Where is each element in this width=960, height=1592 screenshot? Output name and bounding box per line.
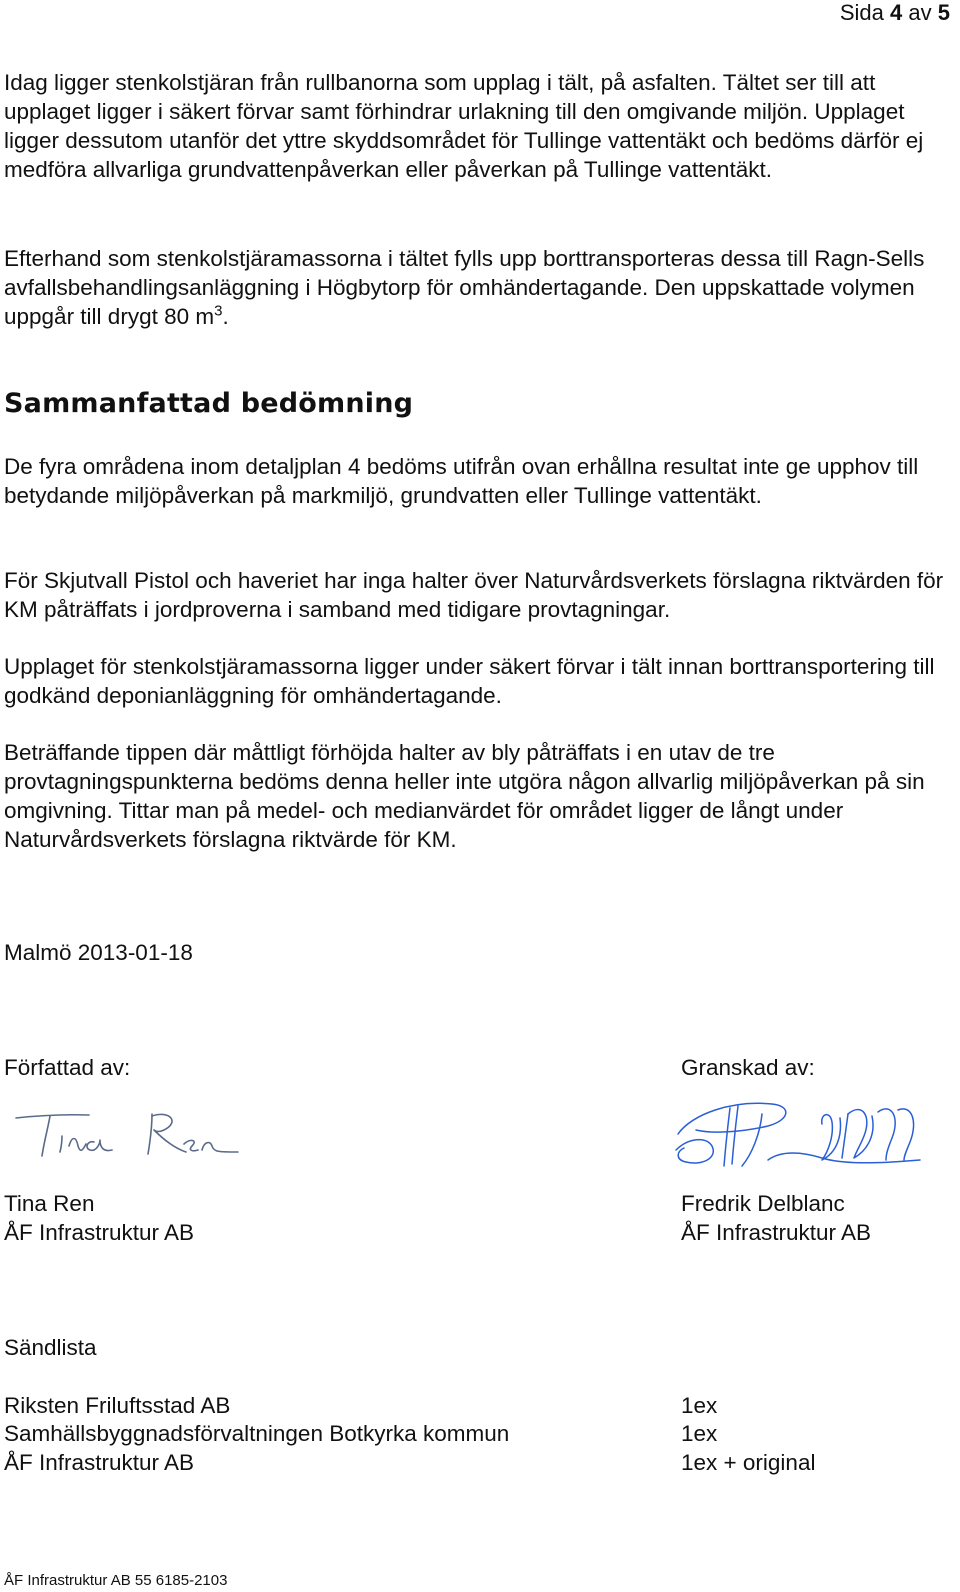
page-prefix: Sida [839,0,891,25]
cubic-superscript: 3 [214,302,223,320]
author-company: ÅF Infrastruktur AB [4,1220,195,1245]
section-heading: Sammanfattad bedömning [4,388,414,419]
place-date: Malmö 2013-01-18 [4,940,193,965]
page-total: 5 [937,0,950,25]
paragraph-upplag: Idag ligger stenkolstjäran från rullbanorna som upplag i tält, på asfalten. Tältet ser till att upplaget ligger i säkert förvar samt förhindrar urlakning till den omgivande miljön. Upplaget ligger dessutom utanför det yttre skyddsområdet för Tullinge vattentäkt och bedöms därför ej medföra allvarliga grundvattenpåverkan eller påverkan på Tullinge vattentäkt. [4,70,924,182]
paragraph-borttransport-text: Efterhand som stenkolstjäramassorna i tältet fylls upp borttransporteras dessa till Ragn-Sells avfallsbehandlingsanläggning i Högbytorp för omhändertagande. Den uppskattade volymen uppgår till drygt 80 m [4,246,925,329]
page-number [840,0,950,26]
distribution-recipient: Riksten Friluftsstad AB [4,1393,231,1418]
distribution-copies: 1ex [681,1393,718,1418]
paragraph-tippen: Beträffande tippen där måttligt förhöjda halter av bly påträffats i en utav de tre provtagningspunkterna bedöms denna heller inte utgöra någon allvarlig miljöpåverkan på sin omgivning. Tittar man på medel- och medianvärdet för området ligger de långt under Naturvårdsverkets förslagna riktvärde för KM. [4,740,925,852]
page-current: 4 [890,0,903,25]
distribution-copies: 1ex + original [681,1450,816,1475]
paragraph-borttransport-end: . [222,304,229,329]
page-of: av [902,0,938,25]
page-footer: ÅF Infrastruktur AB 55 6185-2103 [4,1572,228,1589]
distribution-recipient: ÅF Infrastruktur AB [4,1450,195,1475]
paragraph-upplaget: Upplaget för stenkolstjäramassorna ligger under säkert förvar i tält innan borttransportering till godkänd deponianläggning för omhändertagande. [4,654,935,708]
author-label: Författad av: [4,1055,131,1080]
paragraph-bedomning: De fyra områdena inom detaljplan 4 bedöms utifrån ovan erhållna resultat inte ge upphov till betydande miljöpåverkan på markmiljö, grundvatten eller Tullinge vattentäkt. [4,454,919,508]
reviewer-name: Fredrik Delblanc [681,1191,845,1216]
reviewer-company: ÅF Infrastruktur AB [681,1220,872,1245]
distribution-copies: 1ex [681,1421,718,1446]
reviewer-signature [672,1094,928,1174]
reviewer-label: Granskad av: [681,1055,815,1080]
paragraph-borttransport [4,244,949,331]
author-name: Tina Ren [4,1191,95,1216]
paragraph-skjutvall: För Skjutvall Pistol och haveriet har inga halter över Naturvårdsverkets förslagna riktvärden för KM påträffats i jordproverna i samband med tidigare provtagningar. [4,568,944,622]
author-signature [14,1106,244,1166]
distribution-recipient: Samhällsbyggnadsförvaltningen Botkyrka kommun [4,1421,510,1446]
distribution-title: Sändlista [4,1335,97,1360]
